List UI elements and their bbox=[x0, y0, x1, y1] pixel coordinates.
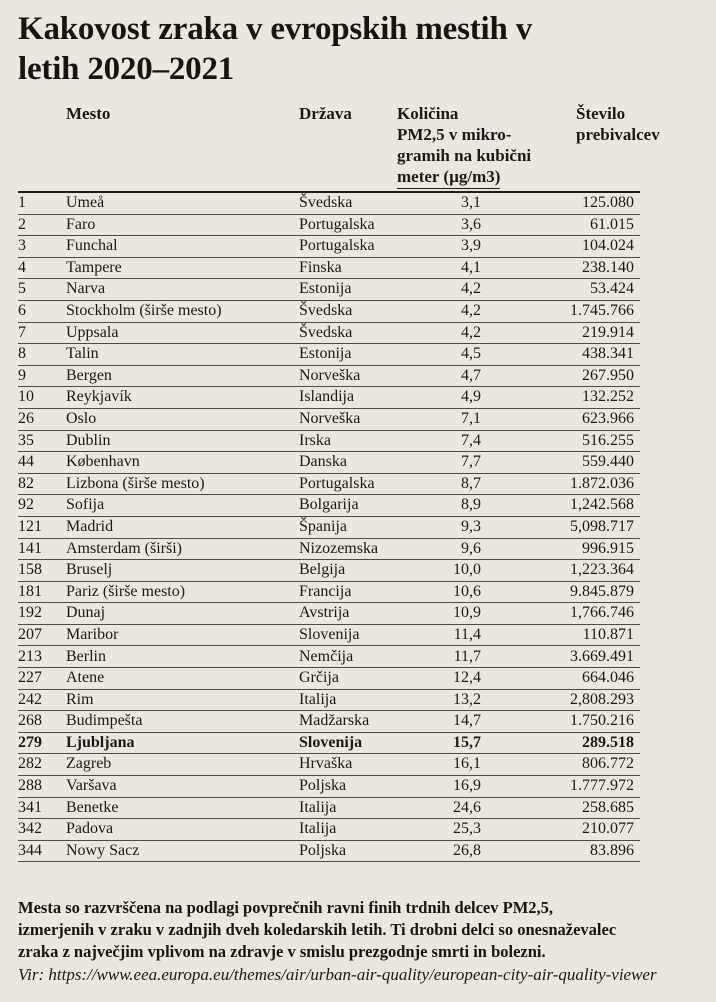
cell-country: Estonija bbox=[299, 345, 352, 363]
cell-city: Rim bbox=[66, 690, 94, 708]
cell-city: Atene bbox=[66, 669, 105, 687]
cell-population: 3.669.491 bbox=[570, 647, 634, 665]
cell-rank: 158 bbox=[18, 561, 42, 579]
cell-city: Benetke bbox=[66, 798, 119, 816]
cell-pm25: 24,6 bbox=[453, 798, 481, 816]
pm25-header-line: gramih na kubični bbox=[397, 146, 532, 165]
cell-city: Umeå bbox=[66, 194, 105, 212]
cell-population: 1,766.746 bbox=[570, 604, 634, 622]
cell-city: Madrid bbox=[66, 517, 114, 535]
cell-pm25: 16,9 bbox=[453, 777, 481, 795]
cell-pm25: 8,9 bbox=[461, 496, 481, 514]
table-header-row bbox=[18, 103, 660, 193]
cell-pm25: 26,8 bbox=[453, 841, 481, 859]
cell-city: Dunaj bbox=[66, 604, 106, 622]
table-row bbox=[18, 819, 640, 841]
cell-country: Švedska bbox=[299, 302, 353, 320]
cell-rank: 268 bbox=[18, 712, 42, 730]
column-header-pm25 bbox=[397, 103, 576, 189]
cell-rank: 3 bbox=[18, 237, 26, 255]
table-row bbox=[18, 366, 640, 388]
cell-rank: 192 bbox=[18, 604, 42, 622]
table-row bbox=[18, 279, 640, 301]
cell-country: Irska bbox=[299, 431, 331, 449]
cell-country: Nizozemska bbox=[299, 539, 379, 557]
table-row bbox=[18, 798, 640, 820]
cell-population: 132.252 bbox=[582, 388, 634, 406]
cell-pm25: 14,7 bbox=[453, 712, 481, 730]
table-row bbox=[18, 603, 640, 625]
cell-rank: 9 bbox=[18, 366, 26, 384]
table-row bbox=[18, 215, 640, 237]
cell-population: 1.745.766 bbox=[570, 302, 634, 320]
cell-country: Finska bbox=[299, 258, 342, 276]
cell-country: Švedska bbox=[299, 194, 353, 212]
cell-rank: 242 bbox=[18, 690, 42, 708]
cell-rank: 8 bbox=[18, 345, 26, 363]
cell-city: Tampere bbox=[66, 258, 122, 276]
cell-rank: 44 bbox=[18, 453, 34, 471]
cell-city: København bbox=[66, 453, 140, 471]
table-row bbox=[18, 452, 640, 474]
cell-rank: 7 bbox=[18, 323, 26, 341]
pm25-header-line: Količina bbox=[397, 104, 459, 123]
cell-population: 1.750.216 bbox=[570, 712, 634, 730]
cell-pm25: 10,6 bbox=[453, 582, 481, 600]
cell-pm25: 7,1 bbox=[461, 409, 481, 427]
cell-rank: 92 bbox=[18, 496, 34, 514]
cell-pm25: 11,7 bbox=[453, 647, 481, 665]
cell-rank: 2 bbox=[18, 215, 26, 233]
cell-rank: 344 bbox=[18, 841, 42, 859]
table-row bbox=[18, 841, 640, 863]
cell-city: Varšava bbox=[66, 777, 117, 795]
cell-city: Narva bbox=[66, 280, 106, 298]
table-row bbox=[18, 690, 640, 712]
note-line: Mesta so razvrščena na podlagi povprečnih ravni finih trdnih delcev PM2,5, bbox=[18, 898, 554, 918]
cell-population: 238.140 bbox=[582, 258, 634, 276]
table-row bbox=[18, 258, 640, 280]
cell-country: Portugalska bbox=[299, 474, 375, 492]
cell-country: Francija bbox=[299, 582, 352, 600]
cell-country: Slovenija bbox=[299, 733, 363, 751]
cell-pm25: 9,6 bbox=[461, 539, 481, 557]
note-line: zraka z največjim vplivom na zdravje v smislu prezgodnje smrti in bolezni. bbox=[18, 942, 546, 962]
cell-population: 516.255 bbox=[582, 431, 634, 449]
column-header-population bbox=[576, 103, 660, 145]
cell-population: 61.015 bbox=[590, 215, 634, 233]
cell-pm25: 4,1 bbox=[461, 258, 481, 276]
table-row bbox=[18, 625, 640, 647]
cell-city: Padova bbox=[66, 820, 114, 838]
cell-rank: 10 bbox=[18, 388, 34, 406]
cell-country: Norveška bbox=[299, 409, 361, 427]
cell-rank: 213 bbox=[18, 647, 42, 665]
cell-rank: 181 bbox=[18, 582, 42, 600]
cell-pm25: 4,2 bbox=[461, 302, 481, 320]
cell-country: Švedska bbox=[299, 323, 353, 341]
cell-country: Poljska bbox=[299, 777, 347, 795]
cell-pm25: 4,2 bbox=[461, 323, 481, 341]
cell-country: Slovenija bbox=[299, 625, 360, 643]
cell-pm25: 4,9 bbox=[461, 388, 481, 406]
cell-population: 1.872.036 bbox=[570, 474, 634, 492]
pm25-header-unit: meter (µg/m3) bbox=[397, 166, 500, 189]
cell-rank: 342 bbox=[18, 820, 42, 838]
table-row bbox=[18, 431, 640, 453]
cell-population: 83.896 bbox=[590, 841, 634, 859]
cell-pm25: 3,9 bbox=[461, 237, 481, 255]
cell-rank: 1 bbox=[18, 194, 26, 212]
cell-population: 2,808.293 bbox=[570, 690, 634, 708]
cell-rank: 227 bbox=[18, 669, 42, 687]
table-row bbox=[18, 668, 640, 690]
cell-population: 1,242.568 bbox=[570, 496, 634, 514]
cell-country: Estonija bbox=[299, 280, 352, 298]
page-title-line1: Kakovost zraka v evropskih mestih v bbox=[18, 11, 533, 47]
cell-city: Bergen bbox=[66, 366, 112, 384]
cell-population: 996.915 bbox=[582, 539, 634, 557]
air-quality-table bbox=[18, 103, 660, 862]
table-note bbox=[18, 897, 710, 963]
population-header-line: prebivalcev bbox=[576, 125, 660, 144]
cell-country: Hrvaška bbox=[299, 755, 353, 773]
cell-population: 806.772 bbox=[582, 755, 634, 773]
cell-rank: 35 bbox=[18, 431, 34, 449]
cell-pm25: 4,2 bbox=[461, 280, 481, 298]
cell-rank: 5 bbox=[18, 280, 26, 298]
pm25-header-line: PM2,5 v mikro- bbox=[397, 125, 512, 144]
cell-city: Berlin bbox=[66, 647, 106, 665]
page-title bbox=[18, 0, 716, 89]
cell-population: 664.046 bbox=[582, 669, 634, 687]
table-row bbox=[18, 301, 640, 323]
table-row bbox=[18, 474, 640, 496]
cell-country: Italija bbox=[299, 798, 337, 816]
table-row bbox=[18, 193, 640, 215]
cell-population: 258.685 bbox=[582, 798, 634, 816]
cell-population: 9.845.879 bbox=[570, 582, 634, 600]
table-row bbox=[18, 646, 640, 668]
table-row bbox=[18, 517, 640, 539]
table-row bbox=[18, 754, 640, 776]
cell-pm25: 7,4 bbox=[461, 431, 481, 449]
cell-city: Amsterdam (širši) bbox=[66, 539, 182, 557]
column-header-city: Mesto bbox=[66, 104, 111, 123]
population-header-line: Število bbox=[576, 104, 626, 123]
cell-population: 267.950 bbox=[582, 366, 634, 384]
cell-rank: 341 bbox=[18, 798, 42, 816]
cell-city: Budimpešta bbox=[66, 712, 143, 730]
cell-country: Nemčija bbox=[299, 647, 354, 665]
cell-city: Talin bbox=[66, 345, 99, 363]
cell-country: Danska bbox=[299, 453, 347, 471]
cell-rank: 207 bbox=[18, 625, 42, 643]
cell-population: 1,223.364 bbox=[570, 561, 634, 579]
cell-country: Belgija bbox=[299, 561, 346, 579]
cell-rank: 6 bbox=[18, 302, 26, 320]
cell-population: 210.077 bbox=[582, 820, 634, 838]
cell-population: 289.518 bbox=[582, 733, 634, 751]
cell-pm25: 10,0 bbox=[453, 561, 481, 579]
cell-country: Madžarska bbox=[299, 712, 370, 730]
cell-rank: 279 bbox=[18, 733, 42, 751]
cell-pm25: 15,7 bbox=[453, 733, 481, 751]
cell-country: Grčija bbox=[299, 669, 339, 687]
cell-country: Portugalska bbox=[299, 237, 375, 255]
cell-pm25: 9,3 bbox=[461, 517, 481, 535]
cell-city: Uppsala bbox=[66, 323, 119, 341]
cell-population: 125.080 bbox=[582, 194, 634, 212]
cell-city: Nowy Sacz bbox=[66, 841, 140, 859]
cell-rank: 288 bbox=[18, 777, 42, 795]
cell-country: Italija bbox=[299, 690, 337, 708]
table-row bbox=[18, 711, 640, 733]
cell-country: Poljska bbox=[299, 841, 347, 859]
cell-population: 110.871 bbox=[582, 625, 634, 643]
cell-pm25: 10,9 bbox=[453, 604, 481, 622]
column-header-country: Država bbox=[299, 104, 352, 123]
table-row bbox=[18, 387, 640, 409]
cell-population: 1.777.972 bbox=[570, 777, 634, 795]
cell-city: Funchal bbox=[66, 237, 118, 255]
cell-country: Portugalska bbox=[299, 215, 375, 233]
cell-city: Pariz (širše mesto) bbox=[66, 582, 186, 600]
table-row bbox=[18, 323, 640, 345]
cell-population: 219.914 bbox=[582, 323, 634, 341]
cell-country: Islandija bbox=[299, 388, 355, 406]
source-url: Vir: https://www.eea.europa.eu/themes/air/urban-air-quality/european-city-air-quality-viewer bbox=[18, 965, 657, 985]
cell-city: Stockholm (širše mesto) bbox=[66, 302, 222, 320]
table-body bbox=[18, 193, 640, 862]
cell-pm25: 16,1 bbox=[453, 755, 481, 773]
table-row bbox=[18, 582, 640, 604]
cell-pm25: 3,6 bbox=[461, 215, 481, 233]
cell-country: Norveška bbox=[299, 366, 361, 384]
cell-rank: 26 bbox=[18, 409, 34, 427]
page-title-line2: letih 2020–2021 bbox=[18, 51, 235, 87]
note-line: izmerjenih v zraku v zadnjih dveh koledarskih letih. Ti drobni delci so onesnaževalec bbox=[18, 920, 617, 940]
cell-country: Italija bbox=[299, 820, 337, 838]
cell-population: 104.024 bbox=[582, 237, 634, 255]
table-row bbox=[18, 539, 640, 561]
cell-city: Faro bbox=[66, 215, 96, 233]
cell-population: 623.966 bbox=[582, 409, 634, 427]
cell-pm25: 8,7 bbox=[461, 474, 481, 492]
cell-population: 438.341 bbox=[582, 345, 634, 363]
cell-population: 5,098.717 bbox=[570, 517, 634, 535]
cell-population: 559.440 bbox=[582, 453, 634, 471]
cell-pm25: 11,4 bbox=[453, 625, 481, 643]
cell-country: Avstrija bbox=[299, 604, 350, 622]
cell-country: Španija bbox=[299, 517, 347, 535]
cell-city: Lizbona (širše mesto) bbox=[66, 474, 205, 492]
cell-pm25: 12,4 bbox=[453, 669, 481, 687]
cell-city: Maribor bbox=[66, 625, 119, 643]
cell-population: 53.424 bbox=[590, 280, 634, 298]
table-row bbox=[18, 236, 640, 258]
table-row bbox=[18, 560, 640, 582]
cell-country: Bolgarija bbox=[299, 496, 359, 514]
table-row bbox=[18, 733, 640, 755]
cell-pm25: 3,1 bbox=[461, 194, 481, 212]
table-row bbox=[18, 409, 640, 431]
cell-rank: 141 bbox=[18, 539, 42, 557]
cell-pm25: 4,5 bbox=[461, 345, 481, 363]
table-row bbox=[18, 495, 640, 517]
cell-pm25: 7,7 bbox=[461, 453, 481, 471]
cell-city: Zagreb bbox=[66, 755, 112, 773]
cell-pm25: 13,2 bbox=[453, 690, 481, 708]
cell-city: Reykjavík bbox=[66, 388, 132, 406]
cell-pm25: 4,7 bbox=[461, 366, 481, 384]
cell-rank: 121 bbox=[18, 517, 42, 535]
table-row bbox=[18, 776, 640, 798]
cell-rank: 82 bbox=[18, 474, 34, 492]
table-row bbox=[18, 344, 640, 366]
cell-city: Oslo bbox=[66, 409, 97, 427]
cell-rank: 4 bbox=[18, 258, 26, 276]
cell-pm25: 25,3 bbox=[453, 820, 481, 838]
cell-city: Dublin bbox=[66, 431, 111, 449]
cell-rank: 282 bbox=[18, 755, 42, 773]
cell-city: Sofija bbox=[66, 496, 105, 514]
cell-city: Bruselj bbox=[66, 561, 113, 579]
cell-city: Ljubljana bbox=[66, 733, 135, 751]
